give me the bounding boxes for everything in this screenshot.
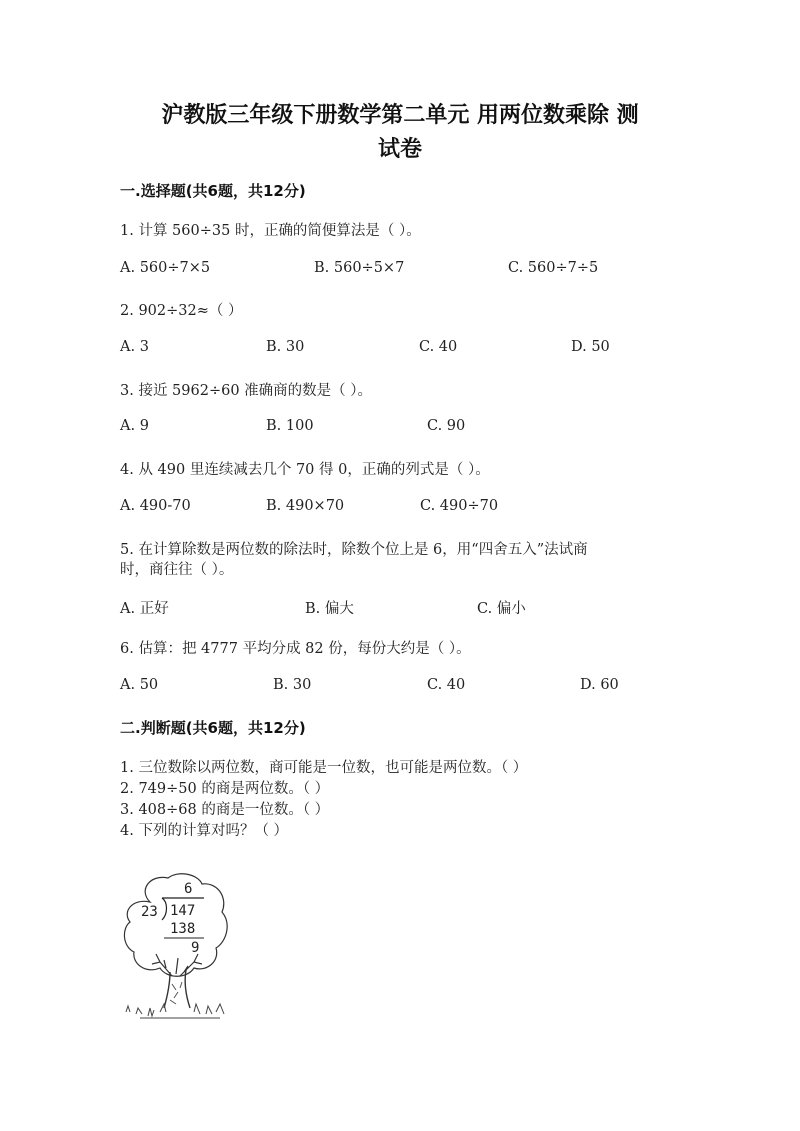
mc-question-2-option-a[interactable]: A. 3 <box>120 339 149 355</box>
mc-question-6-option-a[interactable]: A. 50 <box>120 677 159 693</box>
mc-question-6-option-b[interactable]: B. 30 <box>273 677 312 693</box>
tf-question-1: 1. 三位数除以两位数，商可能是一位数，也可能是两位数。（ ） <box>120 760 528 776</box>
section-heading-multiple-choice: 一.选择题(共6题，共12分) <box>120 182 306 200</box>
mc-question-1-option-a[interactable]: A. 560÷7×5 <box>120 260 211 276</box>
mc-question-3: 3. 接近 5962÷60 准确商的数是（ ）。 <box>120 383 373 399</box>
tree-division-illustration <box>120 872 232 1024</box>
mc-question-2-option-d[interactable]: D. 50 <box>571 339 610 355</box>
division-dividend: 147 <box>170 903 196 919</box>
tf-question-2: 2. 749÷50 的商是两位数。（ ） <box>120 781 330 797</box>
grass <box>126 1004 224 1018</box>
mc-question-3-option-a[interactable]: A. 9 <box>120 418 149 434</box>
division-divisor: 23 <box>141 904 158 920</box>
division-product: 138 <box>170 921 196 937</box>
mc-question-1: 1. 计算 560÷35 时，正确的简便算法是（ ）。 <box>120 223 421 239</box>
mc-question-2: 2. 902÷32≈（ ） <box>120 303 243 319</box>
mc-question-5-line-2: 时，商往往（ ）。 <box>120 562 234 578</box>
mc-question-5-line-1: 5. 在计算除数是两位数的除法时，除数个位上是 6，用“四舍五入”法试商 <box>120 542 588 558</box>
tf-question-3: 3. 408÷68 的商是一位数。（ ） <box>120 802 330 818</box>
mc-question-4-option-a[interactable]: A. 490-70 <box>120 498 191 514</box>
section-heading-true-false: 二.判断题(共6题，共12分) <box>120 719 306 737</box>
mc-question-5-option-c[interactable]: C. 偏小 <box>477 601 526 617</box>
page-title-line-1: 沪教版三年级下册数学第二单元 用两位数乘除 测 <box>161 103 639 128</box>
mc-question-3-option-b[interactable]: B. 100 <box>266 418 314 434</box>
tree-bark-hatching <box>170 982 182 1004</box>
tf-question-4: 4. 下列的计算对吗？（ ） <box>120 823 289 839</box>
page-title-line-2: 试卷 <box>377 137 422 162</box>
division-quotient: 6 <box>184 881 193 897</box>
division-remainder: 9 <box>191 940 200 956</box>
mc-question-6: 6. 估算：把 4777 平均分成 82 份，每份大约是（ ）。 <box>120 641 471 657</box>
mc-question-2-option-b[interactable]: B. 30 <box>266 339 305 355</box>
mc-question-5-option-a[interactable]: A. 正好 <box>120 601 169 617</box>
mc-question-4-option-b[interactable]: B. 490×70 <box>266 498 345 514</box>
mc-question-6-option-c[interactable]: C. 40 <box>427 677 466 693</box>
mc-question-4-option-c[interactable]: C. 490÷70 <box>420 498 499 514</box>
mc-question-5-option-b[interactable]: B. 偏大 <box>305 601 354 617</box>
mc-question-3-option-c[interactable]: C. 90 <box>427 418 466 434</box>
mc-question-2-option-c[interactable]: C. 40 <box>419 339 458 355</box>
mc-question-6-option-d[interactable]: D. 60 <box>580 677 619 693</box>
mc-question-4: 4. 从 490 里连续减去几个 70 得 0，正确的列式是（ ）。 <box>120 462 490 478</box>
mc-question-1-option-b[interactable]: B. 560÷5×7 <box>314 260 405 276</box>
tree-branches <box>152 954 202 976</box>
mc-question-1-option-c[interactable]: C. 560÷7÷5 <box>508 260 599 276</box>
tree-drawing <box>120 872 232 1024</box>
